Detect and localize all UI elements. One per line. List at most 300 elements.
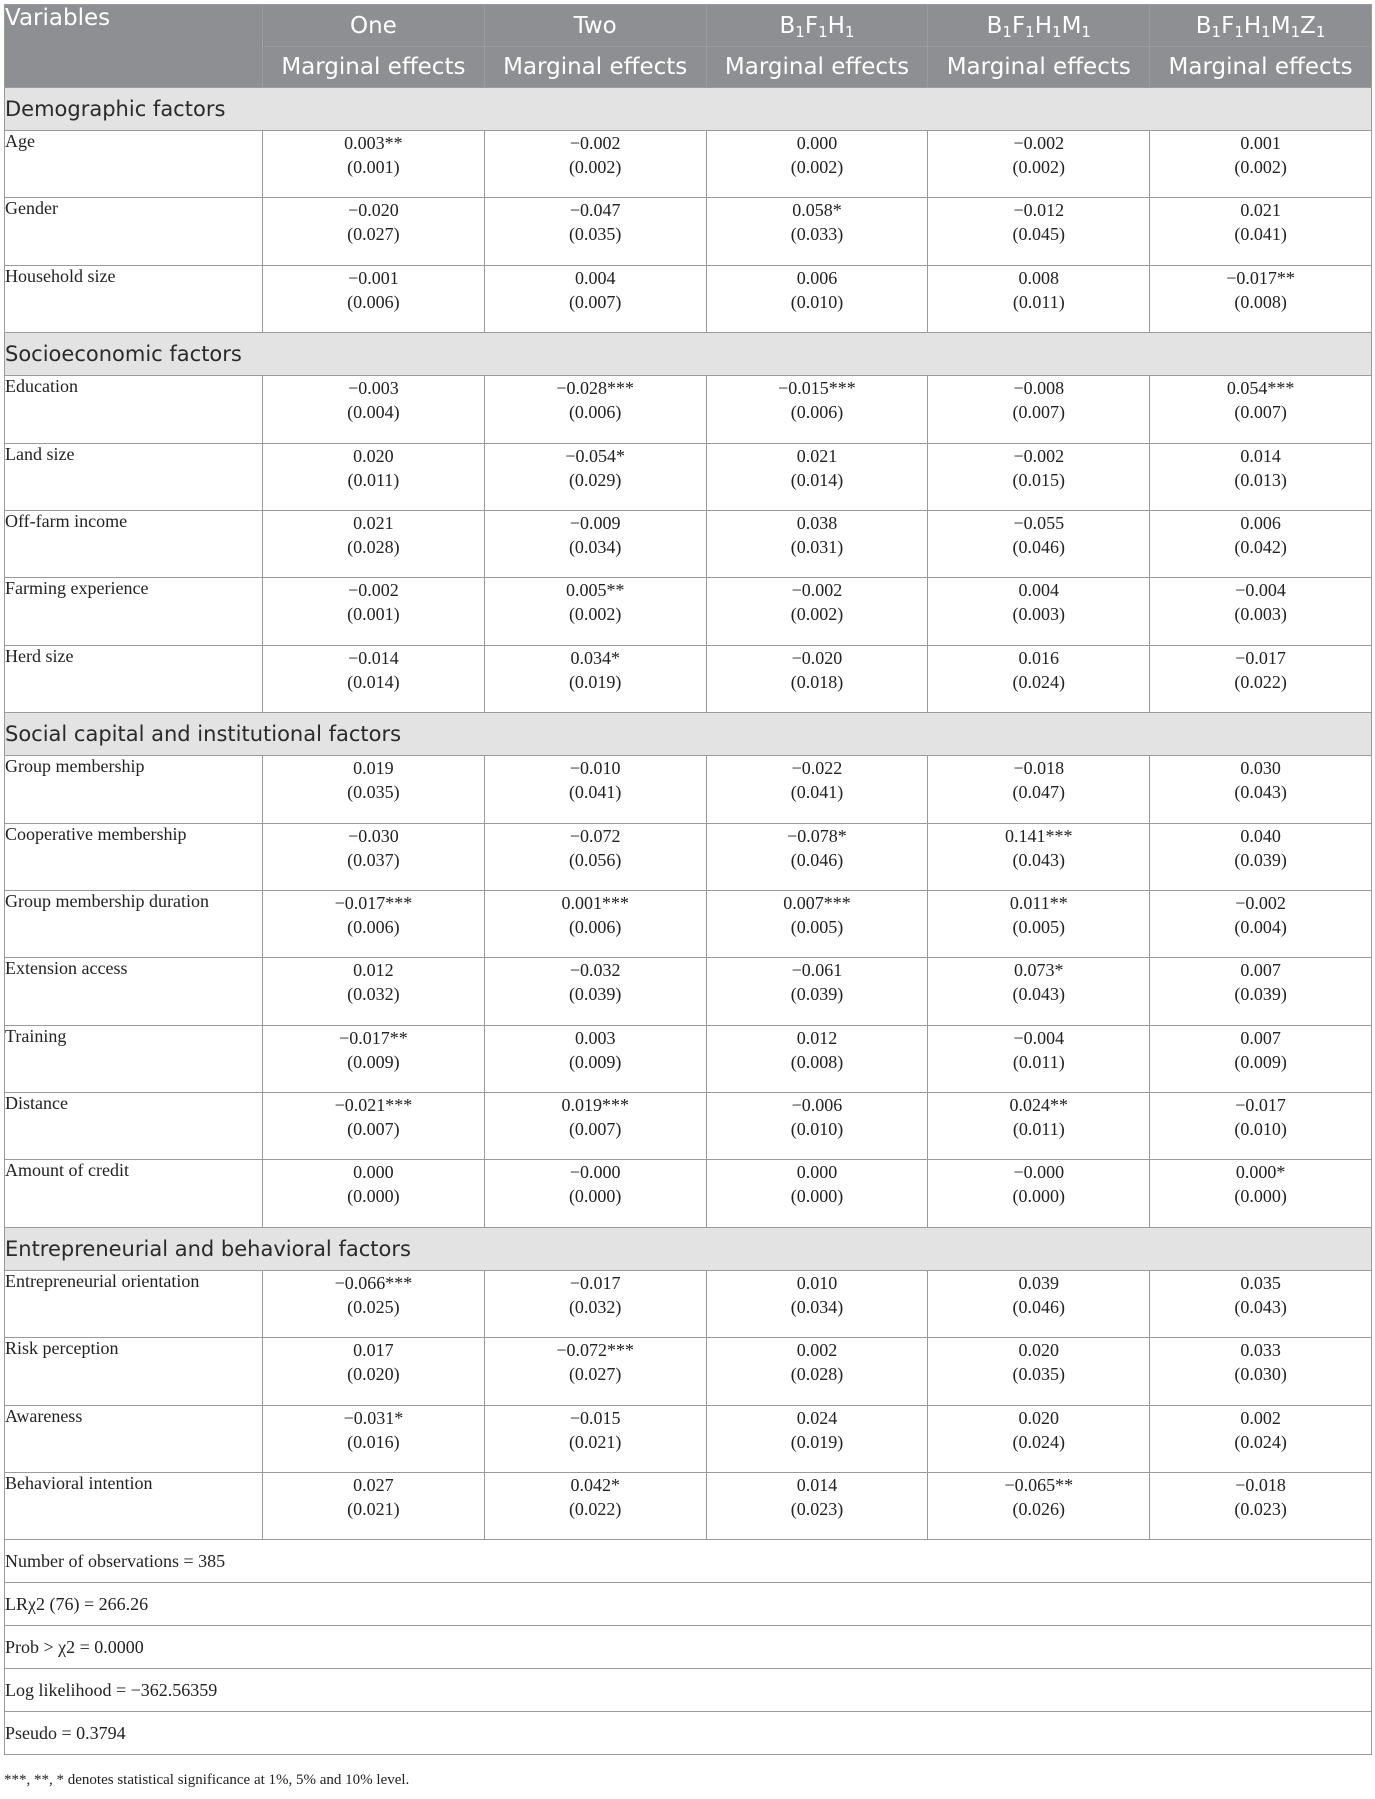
table-row: [5, 265, 1372, 332]
standard-error: (0.006): [347, 291, 400, 312]
coefficient: 0.039: [1018, 1272, 1060, 1293]
value-cell: [263, 578, 485, 645]
value-cell: [706, 1405, 928, 1472]
model-stat: Pseudo = 0.3794: [5, 1712, 1372, 1755]
value-cell: [706, 1270, 928, 1337]
value-cell: [1150, 1093, 1372, 1160]
coefficient: 0.019***: [561, 1095, 629, 1116]
variable-name: Herd size: [5, 645, 263, 712]
coefficient: −0.054*: [565, 445, 626, 466]
standard-error: (0.035): [1012, 1364, 1066, 1385]
value-cell: [706, 1338, 928, 1405]
subheader-marginal-effects: Marginal effects: [706, 47, 928, 88]
coefficient: −0.009: [569, 512, 621, 533]
value-cell: [928, 510, 1150, 577]
coefficient: 0.042*: [570, 1475, 620, 1496]
value-cell: [928, 265, 1150, 332]
subheader-marginal-effects: Marginal effects: [928, 47, 1150, 88]
standard-error: (0.034): [790, 1296, 844, 1317]
coefficient: −0.028***: [556, 378, 635, 399]
standard-error: (0.041): [1234, 224, 1287, 245]
value-cell: [928, 198, 1150, 265]
value-cell: [706, 131, 928, 198]
value-cell: [484, 198, 706, 265]
standard-error: (0.032): [347, 984, 400, 1005]
standard-error: (0.034): [568, 536, 622, 557]
table-row: [5, 1025, 1372, 1092]
standard-error: (0.007): [568, 1119, 622, 1140]
coefficient: 0.001: [1240, 133, 1281, 153]
value-cell: [928, 1025, 1150, 1092]
standard-error: (0.033): [790, 224, 844, 245]
value-cell: [484, 1473, 706, 1540]
standard-error: (0.006): [790, 402, 844, 423]
coefficient: 0.002: [1240, 1407, 1281, 1428]
table-row: [5, 1473, 1372, 1540]
coefficient: 0.030: [1240, 758, 1281, 779]
coefficient: −0.012: [1013, 200, 1065, 221]
value-cell: [706, 958, 928, 1025]
coefficient: −0.020: [791, 647, 843, 668]
standard-error: (0.043): [1012, 849, 1066, 870]
variable-name: Household size: [5, 265, 263, 332]
standard-error: (0.019): [790, 1431, 844, 1452]
variable-name: Awareness: [5, 1405, 263, 1472]
standard-error: (0.004): [347, 402, 400, 423]
value-cell: [484, 756, 706, 823]
coefficient: 0.014: [796, 1475, 838, 1496]
standard-error: (0.001): [347, 157, 400, 177]
coefficient: 0.011**: [1009, 892, 1068, 913]
value-cell: [263, 265, 485, 332]
table-row: [5, 1270, 1372, 1337]
coefficient: 0.020: [353, 445, 394, 466]
coefficient: 0.008: [1018, 267, 1060, 288]
standard-error: (0.046): [790, 849, 844, 870]
standard-error: (0.035): [347, 782, 400, 803]
value-cell: [484, 890, 706, 957]
table-row: [5, 578, 1372, 645]
standard-error: (0.039): [790, 984, 844, 1005]
standard-error: (0.013): [1234, 469, 1287, 490]
coefficient: −0.072: [569, 825, 621, 846]
coefficient: −0.017: [1235, 1095, 1286, 1116]
variable-name: Behavioral intention: [5, 1473, 263, 1540]
coefficient: 0.035: [1240, 1272, 1281, 1293]
coefficient: 0.020: [1018, 1407, 1060, 1428]
coefficient: −0.002: [348, 580, 399, 601]
coefficient: −0.002: [1013, 133, 1065, 153]
section-title: Entrepreneurial and behavioral factors: [5, 1227, 1372, 1270]
coefficient: 0.000: [796, 133, 838, 153]
standard-error: (0.002): [1234, 157, 1287, 177]
value-cell: [484, 443, 706, 510]
coefficient: 0.016: [1018, 647, 1060, 668]
coefficient: −0.017**: [1226, 267, 1295, 288]
model-stat: LRχ2 (76) = 266.26: [5, 1583, 1372, 1626]
value-cell: [263, 958, 485, 1025]
standard-error: (0.006): [347, 916, 400, 937]
value-cell: [928, 958, 1150, 1025]
value-cell: [263, 823, 485, 890]
coefficient: 0.007***: [783, 892, 851, 913]
standard-error: (0.007): [1012, 402, 1066, 423]
coefficient: −0.000: [1013, 1162, 1065, 1183]
coefficient: −0.001: [348, 267, 399, 288]
standard-error: (0.011): [1012, 1051, 1065, 1072]
table-row: [5, 1160, 1372, 1227]
value-cell: [1150, 131, 1372, 198]
model-stat-row: [5, 1540, 1372, 1583]
value-cell: [928, 645, 1150, 712]
significance-footnote: ***, **, * denotes statistical significance at 1%, 5% and 10% level.: [4, 1772, 410, 1788]
standard-error: (0.046): [1012, 1296, 1066, 1317]
subheader-marginal-effects: Marginal effects: [263, 47, 485, 88]
column-header-b1f1h1: $B_1F_1H_1$: [706, 5, 928, 47]
value-cell: [928, 1338, 1150, 1405]
value-cell: [1150, 578, 1372, 645]
coefficient: −0.015: [569, 1407, 621, 1428]
table-row: [5, 1093, 1372, 1160]
standard-error: (0.043): [1234, 782, 1287, 803]
coefficient: 0.020: [1018, 1340, 1060, 1361]
value-cell: [263, 1093, 485, 1160]
coefficient: −0.078*: [787, 825, 847, 846]
coefficient: −0.018: [1013, 758, 1065, 779]
table-row: [5, 376, 1372, 443]
coefficient: 0.017: [353, 1340, 394, 1361]
value-cell: [1150, 756, 1372, 823]
value-cell: [1150, 198, 1372, 265]
standard-error: (0.011): [347, 469, 400, 490]
standard-error: (0.014): [790, 469, 844, 490]
value-cell: [1150, 958, 1372, 1025]
coefficient: −0.002: [569, 133, 621, 153]
variable-name: Education: [5, 376, 263, 443]
standard-error: (0.030): [1234, 1364, 1287, 1385]
standard-error: (0.007): [1234, 402, 1287, 423]
standard-error: (0.024): [1012, 671, 1066, 692]
value-cell: [263, 1270, 485, 1337]
coefficient: −0.017: [1235, 647, 1286, 668]
standard-error: (0.026): [1012, 1499, 1066, 1520]
variable-name: Cooperative membership: [5, 823, 263, 890]
value-cell: [1150, 510, 1372, 577]
standard-error: (0.039): [1234, 984, 1287, 1005]
model-stat-row: [5, 1626, 1372, 1669]
coefficient: 0.010: [796, 1272, 838, 1293]
variables-header: Variables: [5, 5, 263, 88]
coefficient: 0.073*: [1014, 960, 1064, 981]
value-cell: [928, 376, 1150, 443]
value-cell: [706, 578, 928, 645]
value-cell: [263, 198, 485, 265]
standard-error: (0.000): [1012, 1186, 1066, 1207]
standard-error: (0.047): [1012, 782, 1066, 803]
coefficient: 0.012: [353, 960, 394, 981]
value-cell: [263, 645, 485, 712]
value-cell: [484, 958, 706, 1025]
standard-error: (0.016): [347, 1431, 400, 1452]
standard-error: (0.002): [790, 604, 844, 625]
value-cell: [484, 578, 706, 645]
value-cell: [484, 376, 706, 443]
coefficient: 0.021: [796, 445, 838, 466]
coefficient: −0.066***: [334, 1272, 413, 1293]
coefficient: −0.014: [348, 647, 399, 668]
value-cell: [263, 376, 485, 443]
value-cell: [484, 265, 706, 332]
value-cell: [484, 1093, 706, 1160]
standard-error: (0.027): [347, 224, 400, 245]
value-cell: [928, 823, 1150, 890]
value-cell: [706, 645, 928, 712]
standard-error: (0.021): [568, 1431, 622, 1452]
coefficient: 0.004: [1018, 580, 1060, 601]
coefficient: 0.006: [1240, 512, 1281, 533]
header-row: [5, 5, 1372, 47]
coefficient: −0.021***: [334, 1095, 413, 1116]
coefficient: 0.141***: [1005, 825, 1073, 846]
table-row: [5, 756, 1372, 823]
value-cell: [706, 1093, 928, 1160]
standard-error: (0.000): [790, 1186, 844, 1207]
value-cell: [263, 443, 485, 510]
value-cell: [1150, 376, 1372, 443]
value-cell: [928, 1405, 1150, 1472]
standard-error: (0.005): [790, 916, 844, 937]
variable-name: Age: [5, 131, 263, 198]
standard-error: (0.007): [347, 1119, 400, 1140]
table-row: [5, 890, 1372, 957]
value-cell: [484, 1160, 706, 1227]
coefficient: −0.055: [1013, 512, 1065, 533]
section-title: Social capital and institutional factors: [5, 713, 1372, 756]
standard-error: (0.028): [347, 536, 400, 557]
standard-error: (0.023): [790, 1499, 844, 1520]
standard-error: (0.041): [790, 782, 844, 803]
standard-error: (0.029): [568, 469, 622, 490]
coefficient: −0.031*: [343, 1407, 404, 1428]
value-cell: [263, 756, 485, 823]
standard-error: (0.010): [1234, 1119, 1287, 1140]
coefficient: 0.054***: [1226, 378, 1295, 399]
coefficient: −0.002: [1235, 892, 1286, 913]
variable-name: Amount of credit: [5, 1160, 263, 1227]
model-stat: Prob > χ2 = 0.0000: [5, 1626, 1372, 1669]
coefficient: −0.002: [791, 580, 843, 601]
column-header-one: One: [263, 5, 485, 47]
standard-error: (0.039): [1234, 849, 1287, 870]
coefficient: −0.072***: [556, 1340, 635, 1361]
table-row: [5, 131, 1372, 198]
standard-error: (0.042): [1234, 536, 1287, 557]
standard-error: (0.009): [1234, 1051, 1287, 1072]
variable-name: Risk perception: [5, 1338, 263, 1405]
coefficient: 0.000*: [1235, 1162, 1286, 1183]
standard-error: (0.008): [1234, 291, 1287, 312]
standard-error: (0.021): [347, 1499, 400, 1520]
standard-error: (0.011): [1012, 291, 1065, 312]
value-cell: [928, 443, 1150, 510]
value-cell: [706, 1160, 928, 1227]
standard-error: (0.002): [568, 604, 622, 625]
coefficient: −0.008: [1013, 378, 1065, 399]
coefficient: −0.006: [791, 1095, 843, 1116]
section-title: Socioeconomic factors: [5, 333, 1372, 376]
coefficient: −0.017: [569, 1272, 621, 1293]
coefficient: 0.001***: [561, 892, 629, 913]
standard-error: (0.008): [790, 1051, 844, 1072]
value-cell: [484, 823, 706, 890]
value-cell: [1150, 1270, 1372, 1337]
coefficient: 0.033: [1240, 1340, 1281, 1361]
standard-error: (0.056): [568, 849, 622, 870]
standard-error: (0.027): [568, 1364, 622, 1385]
coefficient: −0.015***: [778, 378, 856, 399]
coefficient: 0.021: [1240, 200, 1281, 221]
table-row: [5, 823, 1372, 890]
value-cell: [706, 376, 928, 443]
coefficient: −0.004: [1013, 1027, 1065, 1048]
variable-name: Farming experience: [5, 578, 263, 645]
table-row: [5, 510, 1372, 577]
value-cell: [263, 1405, 485, 1472]
standard-error: (0.019): [568, 671, 622, 692]
standard-error: (0.043): [1012, 984, 1066, 1005]
coefficient: −0.000: [569, 1162, 621, 1183]
value-cell: [484, 510, 706, 577]
value-cell: [706, 198, 928, 265]
standard-error: (0.046): [1012, 536, 1066, 557]
value-cell: [484, 131, 706, 198]
coefficient: 0.014: [1240, 445, 1281, 466]
standard-error: (0.028): [790, 1364, 844, 1385]
standard-error: (0.024): [1012, 1431, 1066, 1452]
standard-error: (0.003): [1012, 604, 1066, 625]
standard-error: (0.001): [347, 604, 400, 625]
value-cell: [263, 510, 485, 577]
standard-error: (0.010): [790, 1119, 844, 1140]
standard-error: (0.020): [347, 1364, 400, 1385]
coefficient: −0.018: [1235, 1475, 1286, 1496]
coefficient: 0.021: [353, 512, 394, 533]
coefficient: −0.022: [791, 758, 843, 779]
value-cell: [263, 1160, 485, 1227]
value-cell: [1150, 1025, 1372, 1092]
coefficient: −0.003: [348, 378, 399, 399]
variable-name: Land size: [5, 443, 263, 510]
standard-error: (0.022): [568, 1499, 622, 1520]
value-cell: [706, 1473, 928, 1540]
coefficient: −0.047: [569, 200, 621, 221]
value-cell: [706, 510, 928, 577]
variable-name: Gender: [5, 198, 263, 265]
value-cell: [1150, 890, 1372, 957]
section-row: [5, 88, 1372, 131]
value-cell: [484, 1025, 706, 1092]
model-stat: Number of observations = 385: [5, 1540, 1372, 1583]
coefficient: −0.017***: [334, 892, 413, 913]
value-cell: [706, 823, 928, 890]
variable-name: Group membership duration: [5, 890, 263, 957]
standard-error: (0.006): [568, 916, 622, 937]
value-cell: [928, 1093, 1150, 1160]
coefficient: −0.010: [569, 758, 621, 779]
value-cell: [484, 1338, 706, 1405]
coefficient: 0.012: [796, 1027, 838, 1048]
coefficient: −0.017**: [339, 1027, 408, 1048]
value-cell: [1150, 1473, 1372, 1540]
coefficient: −0.002: [1013, 445, 1065, 466]
value-cell: [1150, 1338, 1372, 1405]
coefficient: 0.000: [353, 1162, 394, 1183]
coefficient: 0.005**: [565, 580, 625, 601]
standard-error: (0.007): [568, 291, 622, 312]
section-title: Demographic factors: [5, 88, 1372, 131]
coefficient: 0.027: [353, 1475, 394, 1496]
model-stat-row: [5, 1669, 1372, 1712]
model-stat: Log likelihood = −362.56359: [5, 1669, 1372, 1712]
standard-error: (0.035): [568, 224, 622, 245]
value-cell: [706, 756, 928, 823]
value-cell: [1150, 1160, 1372, 1227]
value-cell: [928, 1270, 1150, 1337]
table-row: [5, 645, 1372, 712]
standard-error: (0.031): [790, 536, 844, 557]
standard-error: (0.009): [347, 1051, 400, 1072]
value-cell: [484, 1405, 706, 1472]
standard-error: (0.014): [347, 671, 400, 692]
coefficient: 0.034*: [570, 647, 620, 668]
value-cell: [263, 1338, 485, 1405]
section-row: [5, 333, 1372, 376]
column-header-b1f1h1m1z1: $B_1F_1H_1M_1Z_1$: [1150, 5, 1372, 47]
value-cell: [1150, 1405, 1372, 1472]
standard-error: (0.010): [790, 291, 844, 312]
model-stat-row: [5, 1583, 1372, 1626]
coefficient: 0.003**: [344, 133, 403, 153]
value-cell: [263, 1025, 485, 1092]
model-stat-row: [5, 1712, 1372, 1755]
column-header-two: Two: [484, 5, 706, 47]
table-row: [5, 1338, 1372, 1405]
standard-error: (0.015): [1012, 469, 1066, 490]
coefficient: 0.024: [796, 1407, 838, 1428]
section-row: [5, 713, 1372, 756]
variable-name: Training: [5, 1025, 263, 1092]
value-cell: [706, 890, 928, 957]
value-cell: [1150, 645, 1372, 712]
standard-error: (0.039): [568, 984, 622, 1005]
coefficient: 0.058*: [792, 200, 842, 221]
variable-name: Extension access: [5, 958, 263, 1025]
standard-error: (0.037): [347, 849, 400, 870]
table-row: [5, 443, 1372, 510]
value-cell: [706, 443, 928, 510]
standard-error: (0.022): [1234, 671, 1287, 692]
value-cell: [1150, 443, 1372, 510]
value-cell: [706, 265, 928, 332]
coefficient: 0.002: [796, 1340, 838, 1361]
coefficient: −0.032: [569, 960, 621, 981]
standard-error: (0.011): [1012, 1119, 1065, 1140]
standard-error: (0.002): [790, 157, 844, 177]
variable-name: Distance: [5, 1093, 263, 1160]
coefficient: 0.003: [574, 1027, 616, 1048]
coefficient: 0.007: [1240, 1027, 1281, 1048]
coefficient: −0.004: [1235, 580, 1286, 601]
